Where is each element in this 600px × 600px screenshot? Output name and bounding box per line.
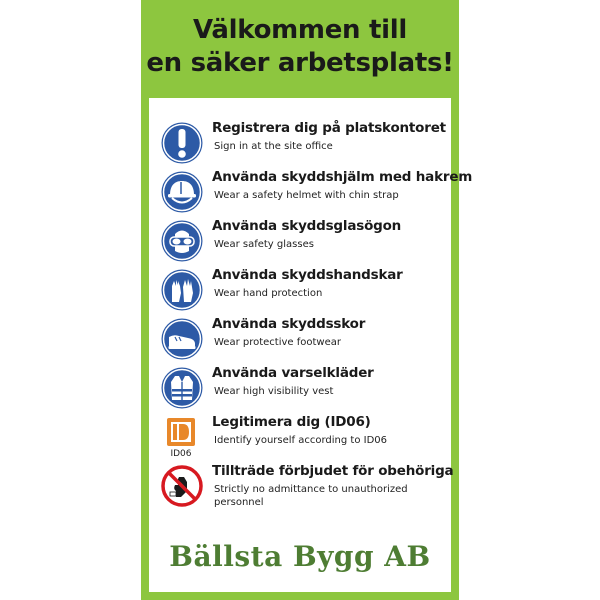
helmet-icon — [161, 171, 203, 213]
item-title: Använda varselkläder — [212, 365, 374, 381]
list-item-vest — [149, 363, 451, 411]
list-item-glasses — [149, 216, 451, 264]
id06-icon — [161, 416, 203, 458]
list-item-no-entry — [149, 461, 454, 509]
svg-text:ID06: ID06 — [170, 449, 192, 458]
item-title: Legitimera dig (ID06) — [212, 414, 371, 430]
safety-sign — [141, 0, 473, 600]
item-title: Använda skyddsglasögon — [212, 218, 402, 234]
info-exclamation-icon — [161, 122, 203, 164]
item-subtitle: Wear a safety helmet with chin strap — [214, 190, 399, 201]
goggles-icon — [161, 220, 203, 262]
vest-icon — [161, 367, 203, 409]
list-item-shoes — [149, 314, 451, 362]
item-title: Använda skyddshandskar — [212, 267, 403, 283]
item-subtitle: Wear high visibility vest — [214, 386, 334, 397]
list-item-gloves — [149, 265, 451, 313]
item-title: Tillträde förbjudet för obehöriga — [212, 463, 454, 479]
title-line-2: en säker arbetsplats! — [146, 48, 454, 78]
boot-icon — [161, 318, 203, 360]
item-subtitle: Identify yourself according to ID06 — [214, 435, 388, 446]
item-subtitle: Wear protective footwear — [214, 337, 341, 348]
list-item-helmet — [149, 167, 473, 215]
title-line-1: Välkommen till — [193, 15, 407, 45]
item-subtitle: Wear safety glasses — [214, 239, 314, 250]
item-subtitle: Strictly no admittance to unauthorized personnel — [214, 484, 408, 508]
item-subtitle: Sign in at the site office — [214, 141, 333, 152]
item-title: Använda skyddsskor — [212, 316, 366, 332]
no-entry-icon — [161, 465, 203, 507]
item-title: Registrera dig på platskontoret — [212, 120, 446, 136]
company-name: Bällsta Bygg AB — [169, 540, 431, 573]
item-subtitle: Wear hand protection — [214, 288, 323, 299]
instructions-panel — [149, 98, 473, 592]
list-item-id06 — [149, 412, 451, 460]
gloves-icon — [161, 269, 203, 311]
item-title: Använda skyddshjälm med hakrem — [212, 169, 473, 185]
list-item-register — [149, 118, 451, 166]
sign-title — [141, 14, 459, 80]
